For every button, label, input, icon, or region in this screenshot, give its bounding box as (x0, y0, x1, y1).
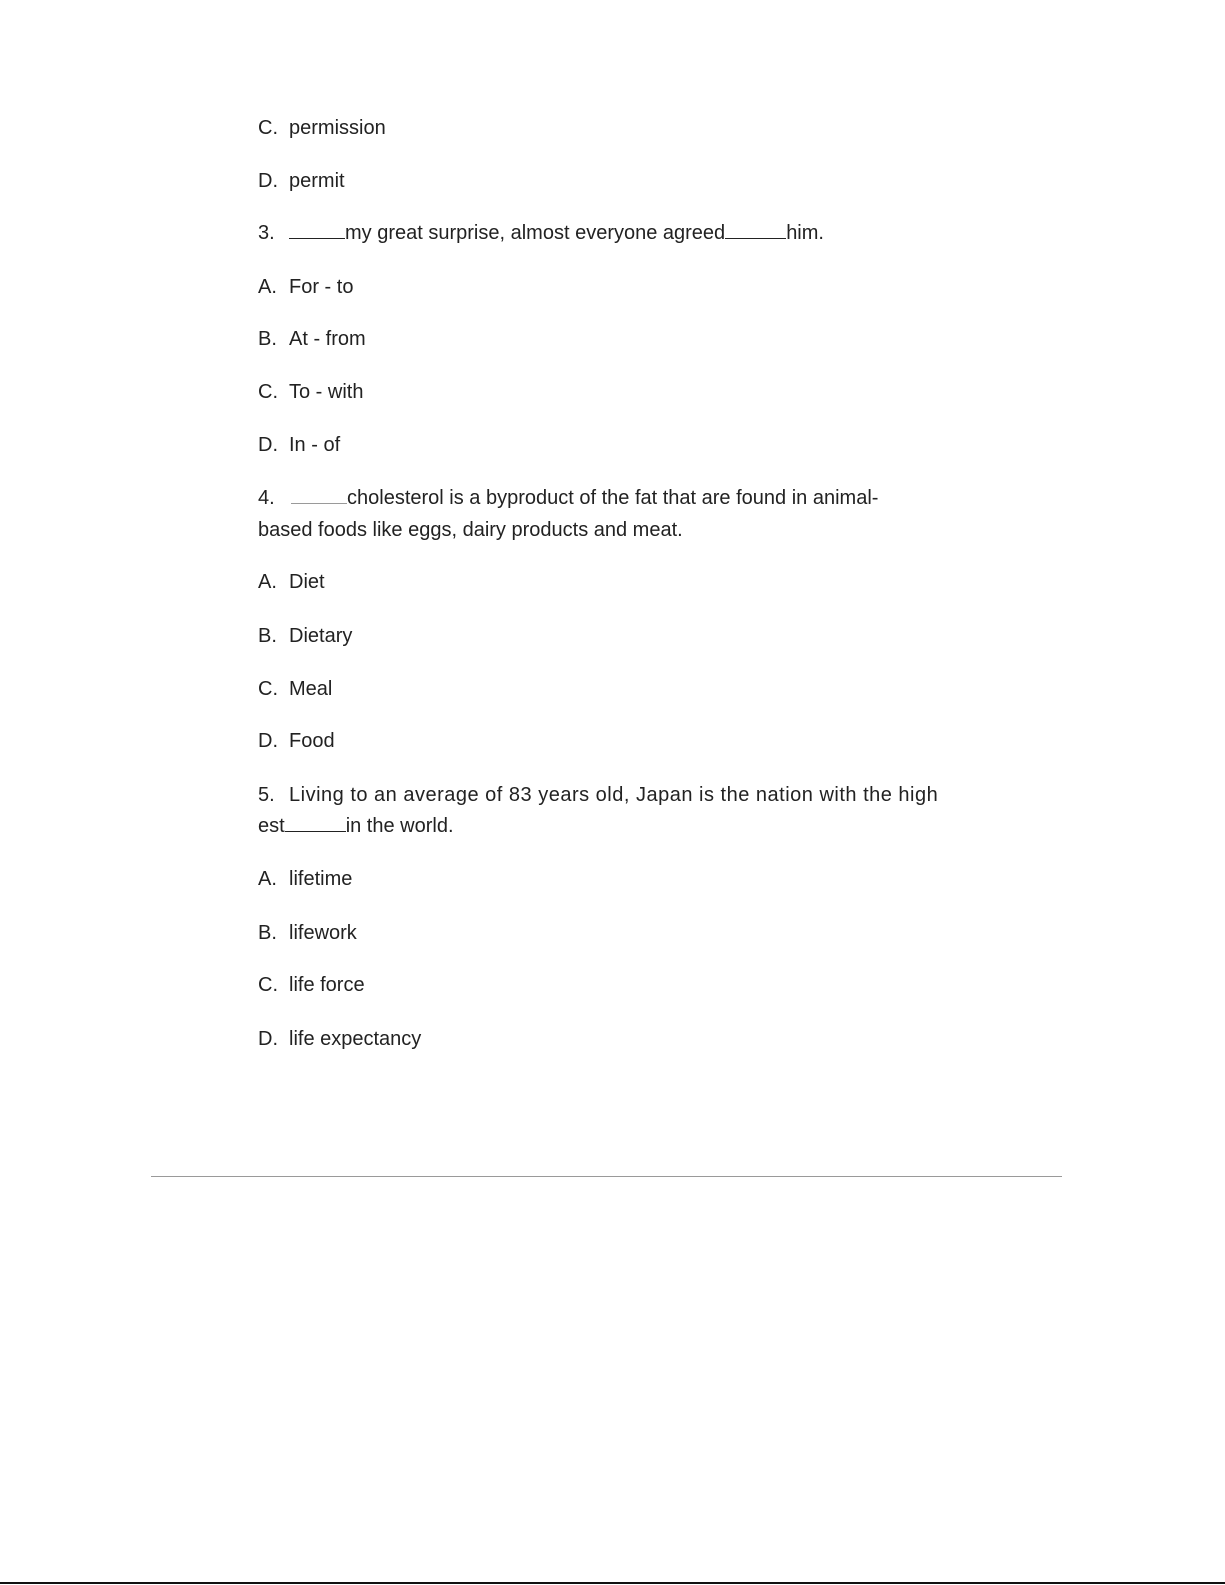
option-label: D. (258, 434, 278, 456)
answer-blank (285, 815, 346, 832)
answer-blank (289, 222, 345, 239)
q4-option-a (258, 570, 325, 594)
option-text: life force (289, 974, 365, 996)
option-label: A. (258, 276, 277, 298)
q3-stem-part2: him. (786, 222, 824, 244)
option-label: D. (258, 730, 278, 752)
option-label: C. (258, 117, 278, 139)
q5-option-c (258, 973, 365, 997)
option-label: D. (258, 170, 278, 192)
option-text: lifetime (289, 868, 353, 890)
q2-option-c (258, 116, 386, 140)
option-label: B. (258, 922, 277, 944)
option-label: B. (258, 625, 277, 647)
page-bottom-edge (0, 1582, 1225, 1584)
option-text: life expectancy (289, 1028, 422, 1050)
q3-option-b (258, 327, 366, 351)
q5-stem-end: in the world. (345, 815, 454, 837)
q3-stem (258, 221, 824, 245)
option-text: lifework (289, 922, 357, 944)
q4-option-d (258, 729, 335, 753)
option-label: C. (258, 974, 278, 996)
q4-option-c (258, 677, 332, 701)
q3-option-c (258, 380, 363, 404)
option-label: A. (258, 571, 277, 593)
q2-option-d (258, 169, 345, 193)
q5-option-a (258, 867, 352, 891)
answer-blank (725, 222, 786, 239)
option-text: Meal (289, 678, 333, 700)
option-text: permit (289, 170, 345, 192)
option-text: For - to (289, 276, 354, 298)
option-label: C. (258, 381, 278, 403)
option-label: B. (258, 328, 277, 350)
question-number: 3. (258, 222, 275, 244)
q3-option-d (258, 433, 340, 457)
q5-option-b (258, 921, 357, 945)
option-text: In - of (289, 434, 341, 456)
page-divider (151, 1176, 1062, 1177)
answer-blank (291, 487, 347, 504)
option-label: D. (258, 1028, 278, 1050)
q4-option-b (258, 624, 352, 648)
q4-stem-line1 (258, 486, 878, 510)
q5-stem-line2 (258, 814, 454, 838)
option-text: Diet (289, 571, 325, 593)
q5-option-d (258, 1027, 421, 1051)
option-label: C. (258, 678, 278, 700)
option-text: Food (289, 730, 335, 752)
question-number: 4. (258, 487, 275, 509)
q3-stem-part1: my great surprise, almost everyone agreed (345, 222, 726, 244)
question-number: 5. (258, 784, 275, 806)
option-label: A. (258, 868, 277, 890)
q5-stem-text: Living to an average of 83 years old, Japan is the nation with the high (289, 784, 939, 806)
q5-stem-line1 (258, 783, 938, 807)
q4-stem-text: cholesterol is a byproduct of the fat that are found in animal- (347, 487, 879, 509)
option-text: permission (289, 117, 386, 139)
q3-option-a (258, 275, 353, 299)
q5-stem-start: est (258, 815, 285, 837)
option-text: To - with (289, 381, 364, 403)
option-text: At - from (289, 328, 366, 350)
option-text: Dietary (289, 625, 353, 647)
q4-stem-line2: based foods like eggs, dairy products and meat. (258, 519, 683, 541)
